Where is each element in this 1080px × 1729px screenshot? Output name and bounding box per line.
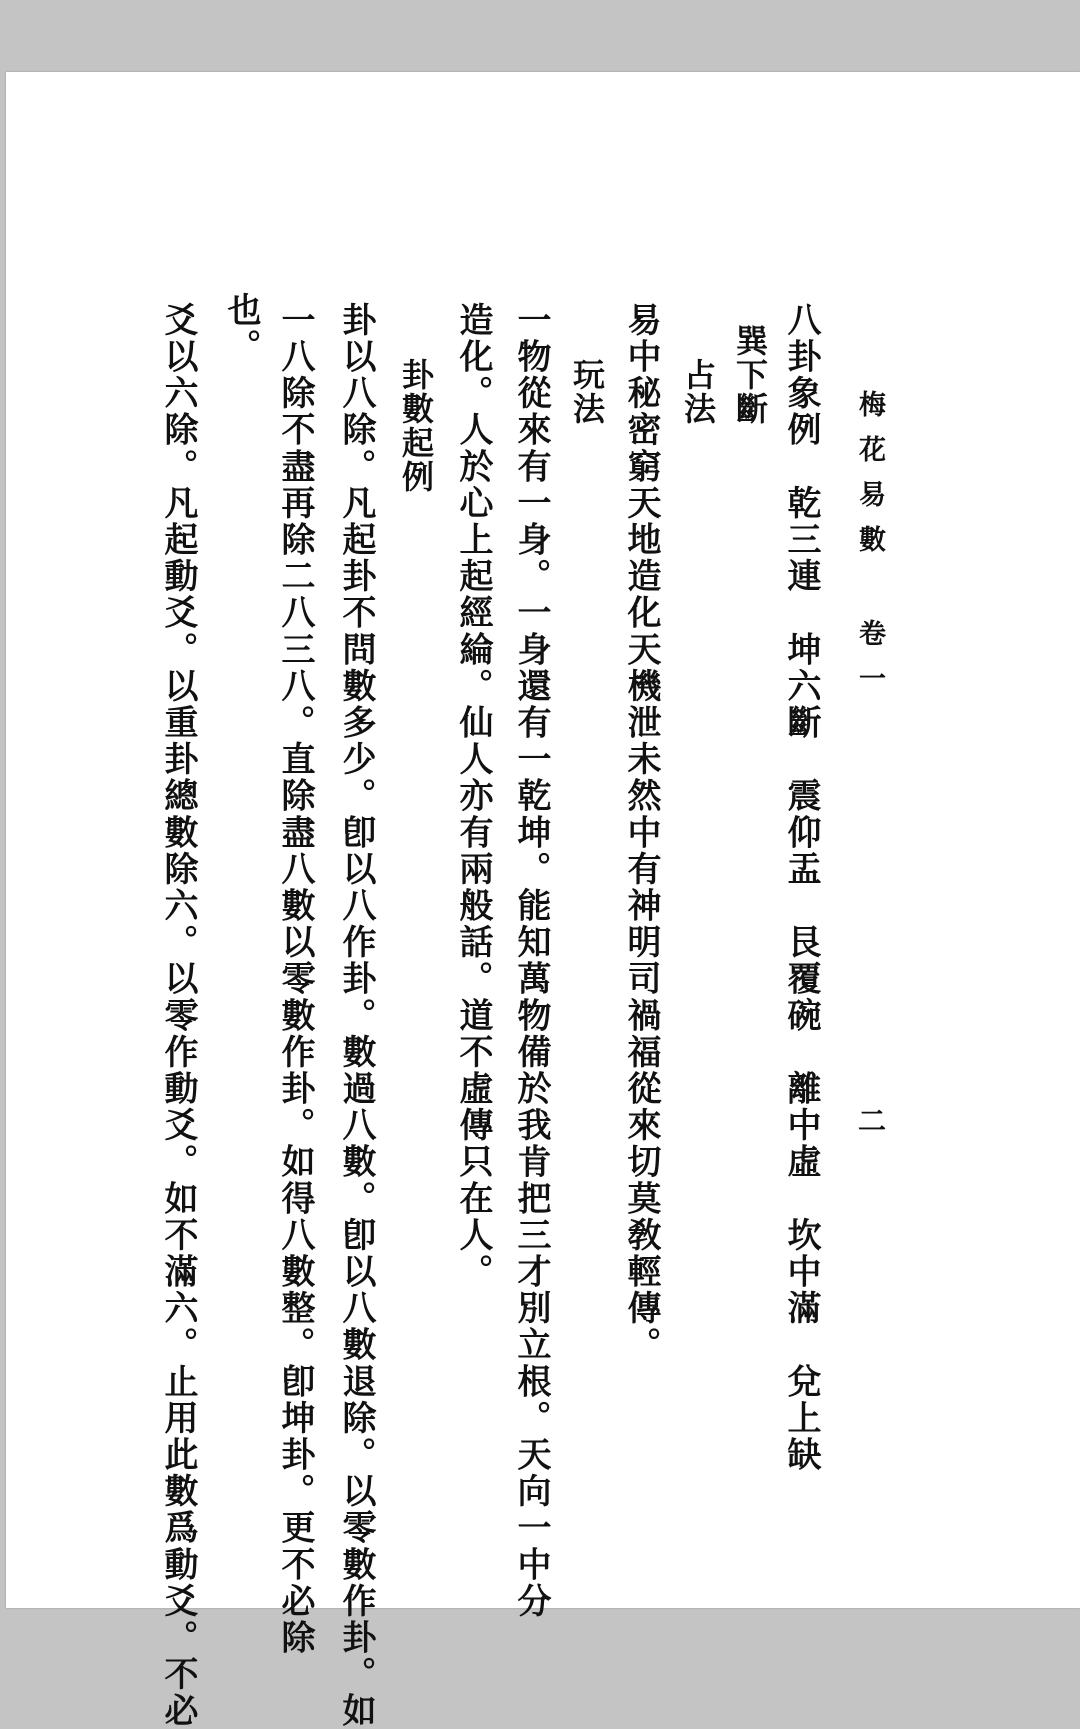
book-page [6,72,1080,1729]
page-number: 二 [854,1106,887,1134]
text-line-12: 爻以六除。凡起動爻。以重卦總數除六。以零作動爻。如不滿六。止用此數爲動爻。不必 [158,302,198,1729]
text-line-4: 易中秘密窮天地造化天機泄未然中有神明司禍福從來切莫敎輕傳。 [621,302,661,1364]
text-line-11: 也。 [221,292,261,366]
text-line-9: 卦以八除。凡起卦不問數多少。卽以八作卦。數過八數。卽以八數退除。以零數作卦。如 [336,302,376,1729]
text-line-10: 一八除不盡再除二八三八。直除盡八數以零數作卦。如得八數整。卽坤卦。更不必除 [275,302,315,1657]
text-line-7: 造化。人於心上起經綸。仙人亦有兩般話。道不虛傳只在人。 [453,302,493,1291]
section-heading-examples: 卦數起例 [397,358,435,494]
text-line-2: 巽下斷 [731,324,769,426]
text-line-1: 八卦象例 乾三連 坤六斷 震仰盂 艮覆碗 離中虛 坎中滿 兌上缺 [781,302,821,1474]
running-header: 梅花易數 卷一 [854,390,885,709]
section-heading-divination: 占法 [679,358,717,426]
text-line-6: 一物從來有一身。一身還有一乾坤。能知萬物備於我肯把三才別立根。天向一中分 [511,302,551,1620]
section-heading-play: 玩法 [568,358,606,426]
